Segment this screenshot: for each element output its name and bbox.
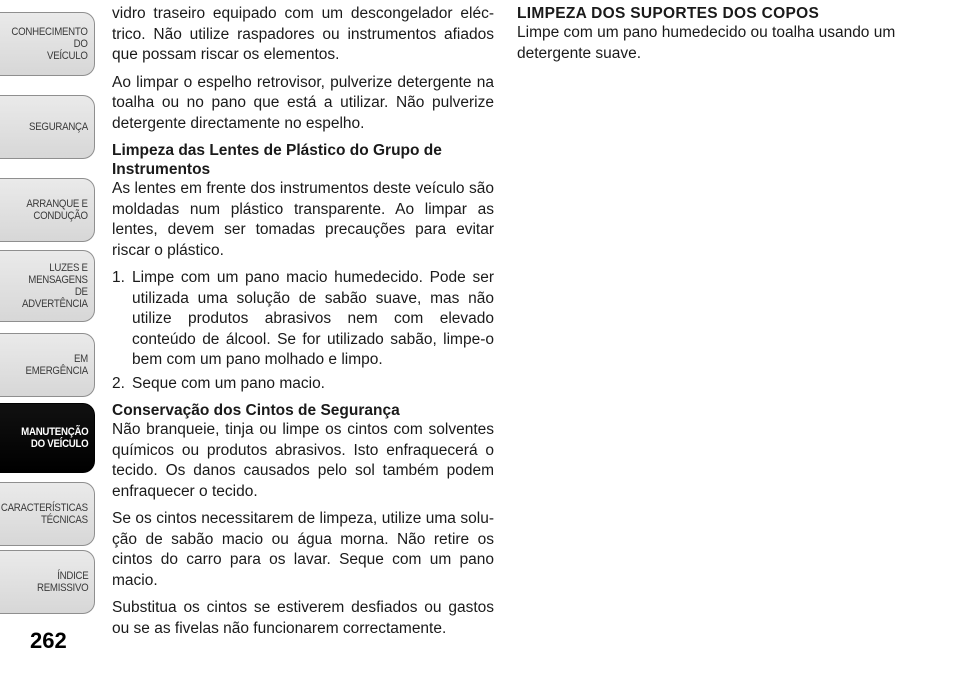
tab-em-emergencia[interactable] bbox=[0, 333, 95, 397]
paragraph: vidro traseiro equipado com um descongelador eléctrico. Não utilize raspadores ou instrumentos afiados que possam riscar os elementos. bbox=[112, 5, 494, 63]
left-column bbox=[112, 4, 494, 646]
tab-arranque-e-conducao[interactable] bbox=[0, 178, 95, 242]
paragraph: Se os cintos necessitarem de limpeza, utilize uma solução de sabão macio ou água morna. Não retire os cintos do carro para os lavar. Seque com um pano macio. bbox=[112, 510, 494, 589]
tab-label: EM EMERGÊNCIA bbox=[25, 353, 88, 377]
paragraph: Limpe com um pano humedecido ou toalha usando um detergente suave. bbox=[517, 24, 896, 62]
right-column bbox=[517, 4, 917, 71]
list-text: Limpe com um pano macio humedecido. Pode ser utilizada uma solução de sabão suave, mas não utilize produtos abrasivos nem com elevado conteúdo de álcool. Se for utilizado sabão, limpe-o bem com um pano molhado e limpo. bbox=[132, 269, 494, 368]
tab-manutencao-do-veiculo[interactable] bbox=[0, 403, 95, 473]
tab-indice-remissivo[interactable] bbox=[0, 550, 95, 614]
section-heading: LIMPEZA DOS SUPORTES DOS COPOS bbox=[517, 5, 820, 22]
list-number: 2. bbox=[112, 374, 125, 392]
tab-label: ARRANQUE E CONDUÇÃO bbox=[26, 198, 88, 222]
tab-label: SEGURANÇA bbox=[29, 121, 88, 133]
section-heading: Conservação dos Cintos de Segurança bbox=[112, 402, 400, 419]
list-number: 1. bbox=[112, 269, 125, 286]
list-item bbox=[112, 374, 494, 395]
tab-seguranca[interactable] bbox=[0, 95, 95, 159]
list-item bbox=[112, 268, 494, 371]
tab-caracteristicas-tecnicas[interactable] bbox=[0, 482, 95, 546]
page-number: 262 bbox=[30, 628, 67, 653]
section-heading: Limpeza das Lentes de Plástico do Grupo de Instrumentos bbox=[112, 142, 442, 178]
tab-label: CARACTERÍSTICAS TÉCNICAS bbox=[1, 502, 88, 526]
list-text: Seque com um pano macio. bbox=[132, 374, 325, 392]
chapter-sidebar bbox=[0, 0, 100, 678]
paragraph: Não branqueie, tinja ou limpe os cintos com solventes químicos ou produtos abrasivos. Isto enfraquecerá o tecido. Os danos causados pelo sol também podem enfraquecer o tecido. bbox=[112, 421, 494, 500]
numbered-list bbox=[112, 268, 494, 394]
tab-label: MANUTENÇÃO DO VEÍCULO bbox=[20, 426, 88, 450]
tab-label: ÍNDICE REMISSIVO bbox=[36, 570, 88, 594]
paragraph: Substitua os cintos se estiverem desfiados ou gastos ou se as fivelas não funcionarem correctamente. bbox=[112, 599, 494, 637]
tab-conhecimento-do-veiculo[interactable] bbox=[0, 12, 95, 76]
paragraph: Ao limpar o espelho retrovisor, pulverize detergente na toalha ou no pano que está a utilizar. Não pulverize detergente directamente no espelho. bbox=[112, 73, 494, 132]
paragraph: As lentes em frente dos instrumentos deste veículo são moldadas num plástico transparente. Ao limpar as lentes, devem ser tomadas precauções para evitar riscar o plástico. bbox=[112, 180, 494, 259]
tab-label: LUZES E MENSAGENS DE ADVERTÊNCIA bbox=[22, 262, 88, 310]
tab-luzes-e-mensagens[interactable] bbox=[0, 250, 95, 322]
tab-label: CONHECIMENTO DO VEÍCULO bbox=[11, 26, 88, 62]
